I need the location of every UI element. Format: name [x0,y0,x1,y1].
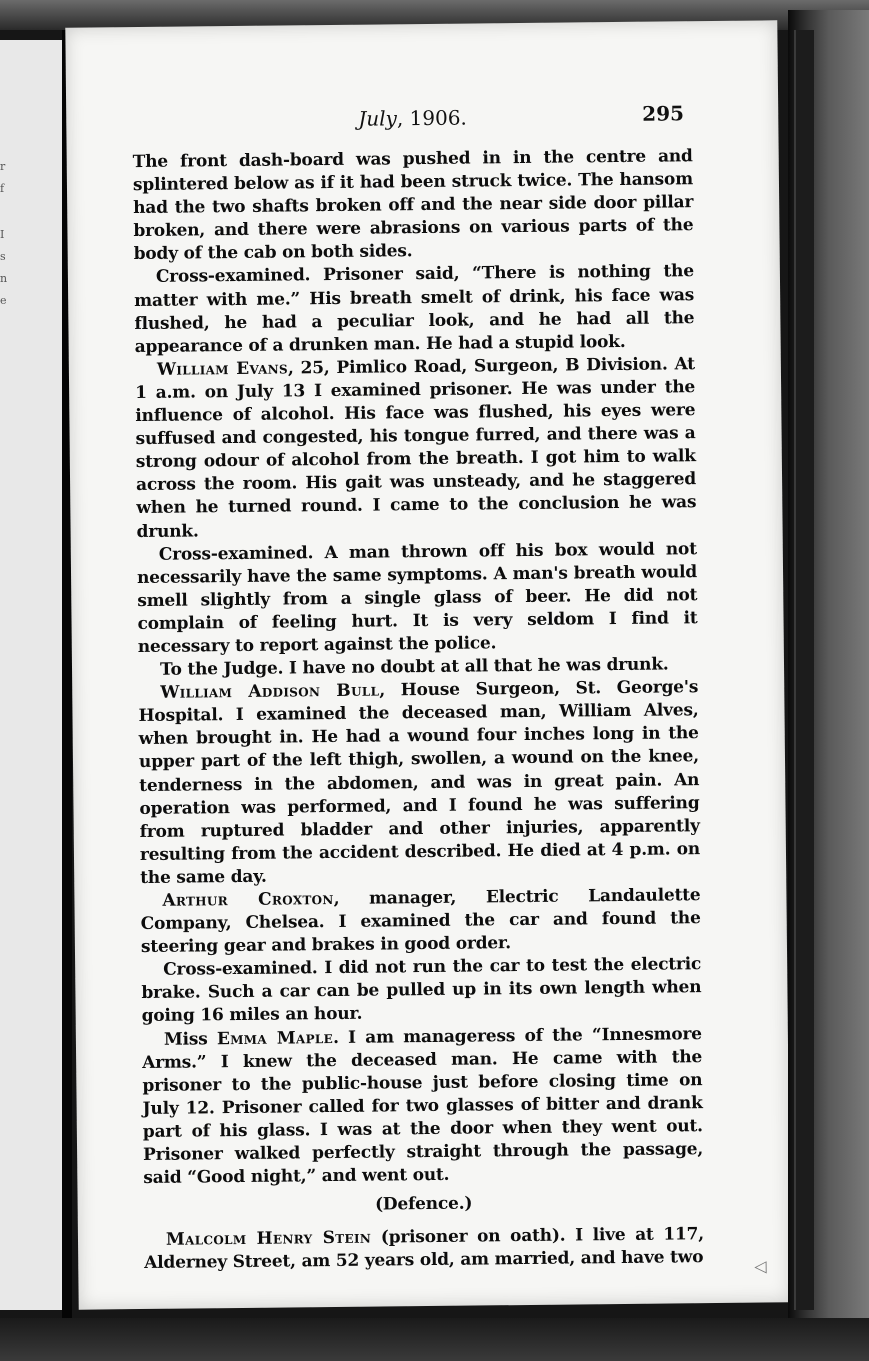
witness-name: Arthur Croxton [162,889,334,911]
witness-testimony: . I am manageress of the “Innesmore Arms.” I knew the deceased man. He came with the prisoner to the public-house just before closing time on July 12. Prisoner called for two glasses of bitter and drank part of his glass. I was at the door when they went out. Prisoner walked perfectly straight through the passage, said “Good night,” and went out. [142,1023,704,1189]
witness-name: William Evans [156,358,289,380]
witness-name: Malcolm Henry Stein [165,1227,372,1251]
witness-title: Miss [163,1028,217,1050]
witness-paragraph [135,353,697,544]
paragraph: The front dash-board was pushed in in the centre and splintered below as if it had been struck twice. The hansom had the two shafts broken off and the near side door pillar broken, and there were abrasions on various parts of the body of the cab on both sides. [132,146,694,265]
witness-name: Emma Maple [216,1027,334,1049]
edge-glyph: s [0,250,6,263]
section-heading: (Defence.) [374,1193,473,1215]
witness-testimony: (prisoner on oath). I live at 117, Alderney Street, am 52 years old, am married, and have two [144,1224,705,1274]
edge-glyph: f [0,182,5,195]
book-page [65,20,790,1309]
facing-page-edge [0,40,65,1310]
paragraph: Cross-examined. A man thrown off his box would not necessarily have the same symptoms. A man's breath would smell slightly from a single glass of beer. He did not complain of feeling hurt. It is very seldom I find it necessary to report against the police. [136,538,698,658]
page-number: 295 [642,101,685,126]
witness-testimony: , House Surgeon, St. George's Hospital. I examined the deceased man, William Alves, when brought in. He had a wound four inches long in the upper part of the left thigh, swollen, a wound on the knee, tenderness in the abdomen, and was in great pain. An operation was performed, and I found he was suffering from ruptured bladder and other injuries, apparently resulting from the accident described. He died at 4 p.m. on the same day. [138,677,701,888]
scan-bottom-shadow [0,1318,869,1361]
witness-paragraph [142,1023,704,1191]
page-corner-fold: ◁ [754,1256,767,1276]
edge-glyph: e [0,294,7,307]
edge-glyph: I [0,228,5,241]
running-head [358,106,467,131]
running-head-month: July [358,106,397,131]
witness-testimony: , manager, Electric Landaulette Company, Chelsea. I examined the car and found the steering gear and brakes in good order. [140,885,701,958]
edge-glyph: n [0,272,8,285]
running-head-year: , 1906. [396,105,467,131]
page-header [66,100,778,137]
witness-name: William Addison Bull [160,680,380,703]
page-stack-edge [794,30,814,1310]
paragraph: To the Judge. I have no doubt at all that he was drunk. [159,654,669,680]
witness-paragraph [138,676,700,890]
body-text [133,145,705,1275]
paragraph: Cross-examined. Prisoner said, “There is nothing the matter with me.” His breath smelt of drink, his face was flushed, he had a peculiar look, and he had all the appearance of a drunken man. He had a stupid look. [134,261,695,357]
edge-glyph: r [0,160,6,173]
witness-paragraph [144,1223,704,1275]
witness-testimony: , 25, Pimlico Road, Surgeon, B Division. At 1 a.m. on July 13 I examined prisoner. He was under the influence of alcohol. His face was flushed, his eyes were suffused and congested, his tongue furred, and there was a strong odour of alcohol from the breath. I got him to walk across the room. His gait was unsteady, and he staggered when he turned round. I came to the conclusion he was drunk. [135,354,697,542]
paragraph: Cross-examined. I did not run the car to test the electric brake. Such a car can be pulled up in its own length when going 16 miles an hour. [141,954,702,1027]
witness-paragraph [140,884,701,959]
book-fore-edge [788,10,869,1361]
